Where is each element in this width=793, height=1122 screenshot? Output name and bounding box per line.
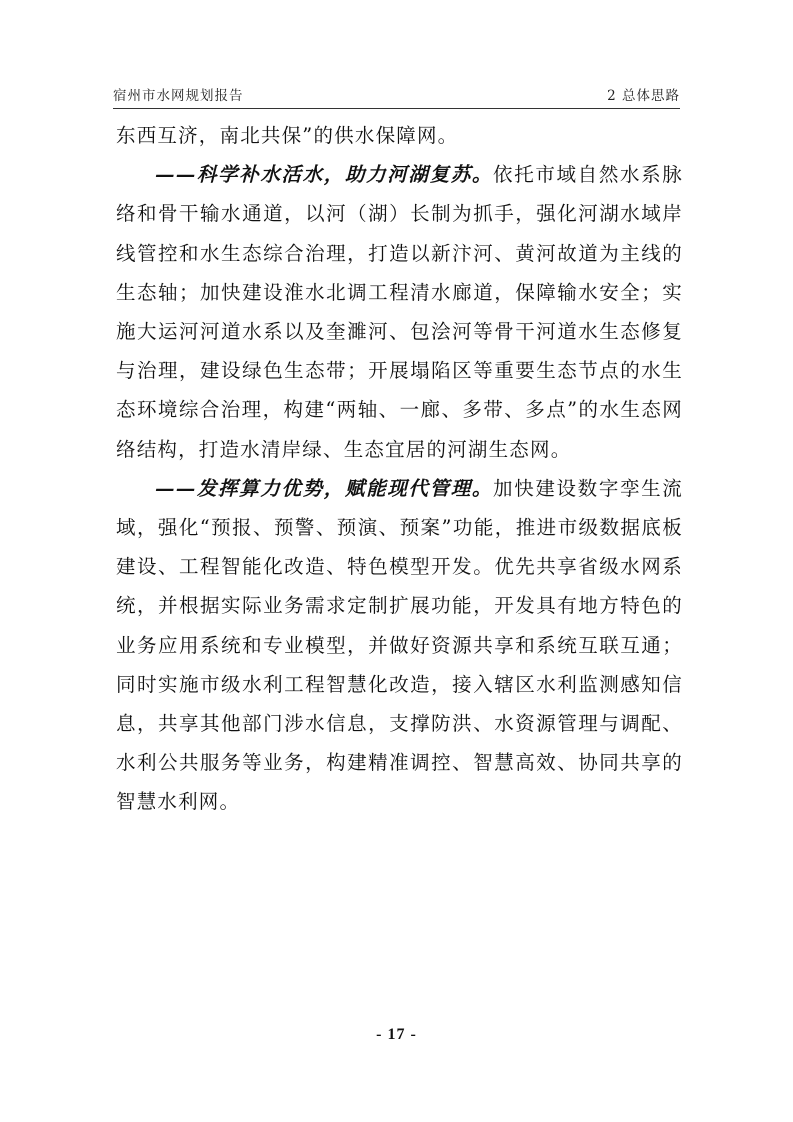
page-header — [113, 80, 680, 109]
paragraph-lead: ——科学补水活水，助力河湖复苏。 — [155, 163, 494, 187]
document-title: 宿州市水网规划报告 — [113, 88, 244, 104]
body-text — [116, 116, 683, 822]
page-number: - 17 - — [376, 1026, 417, 1043]
paragraph-digital — [116, 469, 683, 822]
paragraph-text: 依托市域自然水系脉络和骨干输水通道，以河（湖）长制为抓手，强化河湖水域岸线管控和水生态综合治理，打造以新汴河、黄河故道为主线的生态轴；加快建设淮水北调工程清水廊道，保障输水安全；实施大运河河道水系以及奎濉河、包浍河等骨干河道水生态修复与治理，建设绿色生态带；开展塌陷区等重要生态节点的水生态环境综合治理，构建“两轴、一廊、多带、多点”的水生态网络结构，打造水清岸绿、生态宜居的河湖生态网。 — [116, 163, 683, 461]
paragraph-lead: ——发挥算力优势，赋能现代管理。 — [155, 476, 494, 500]
paragraph-text: 加快建设数字孪生流域，强化“预报、预警、预演、预案”功能，推进市级数据底板建设、工程智能化改造、特色模型开发。优先共享省级水网系统，并根据实际业务需求定制扩展功能，开发具有地方特色的业务应用系统和专业模型，并做好资源共享和系统互联互通；同时实施市级水利工程智慧化改造，接入辖区水利监测感知信息，共享其他部门涉水信息，支撑防洪、水资源管理与调配、水利公共服务等业务，构建精准调控、智慧高效、协同共享的智慧水利网。 — [116, 476, 683, 814]
paragraph-continuation — [116, 116, 683, 155]
chapter-title: 2 总体思路 — [607, 88, 680, 104]
paragraph-ecology — [116, 155, 683, 469]
paragraph-text: 东西互济，南北共保”的供水保障网。 — [116, 124, 459, 147]
